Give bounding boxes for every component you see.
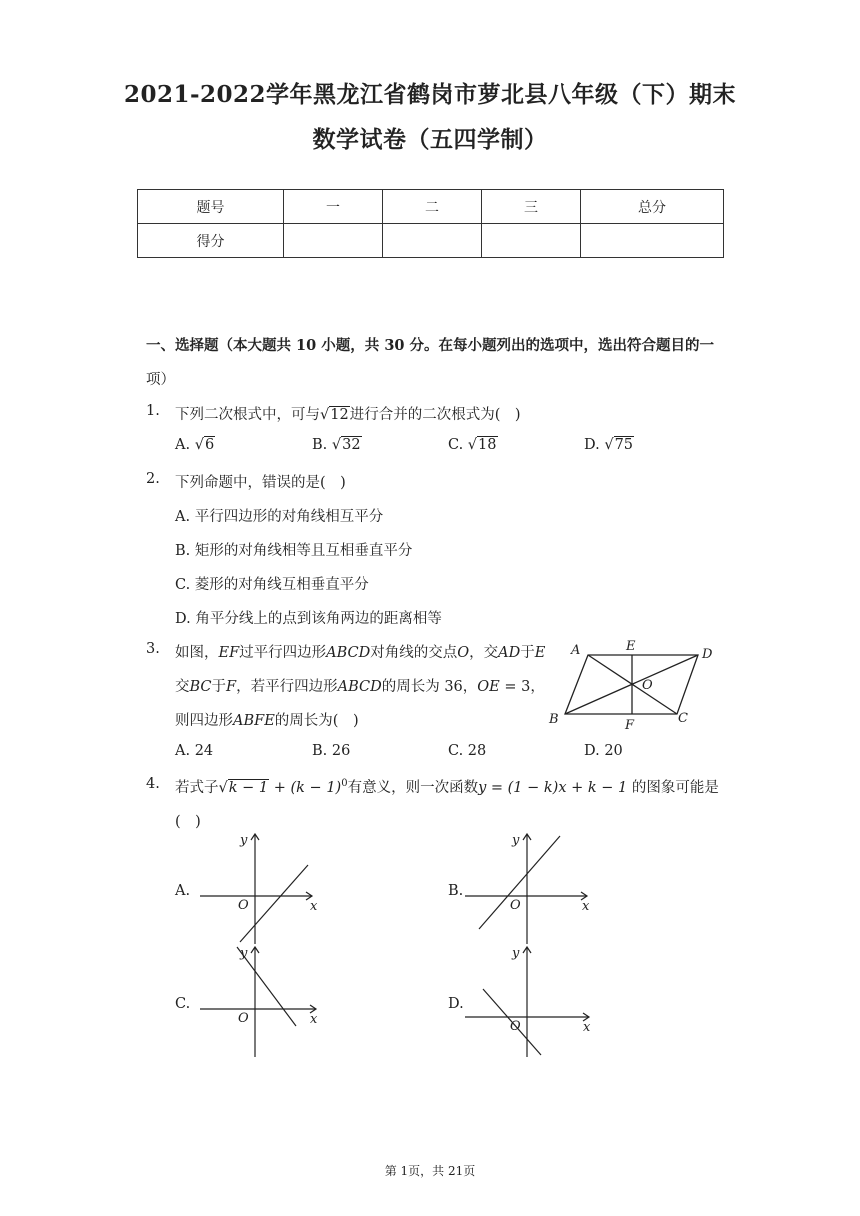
question-number: 4. xyxy=(146,776,160,792)
origin-label: O xyxy=(238,898,249,913)
origin-label: O xyxy=(510,1019,521,1034)
option-d[interactable]: D. 20 xyxy=(584,743,623,759)
graph-option-b xyxy=(465,832,595,944)
x-label: x xyxy=(582,899,590,914)
question-4-stem: 若式子$√k - 1 + (k - 1)^0$有意义，则一次函数y = (1 − k)x + k − 1 的图象可能是 xyxy=(175,778,719,796)
graph-option-c xyxy=(200,945,330,1057)
question-2-stem: 下列命题中，错误的是( ) xyxy=(175,475,346,491)
option-a[interactable]: A. xyxy=(175,883,191,899)
label-d: D xyxy=(702,647,713,662)
option-a[interactable]: A. 24 xyxy=(175,743,214,759)
y-label: y xyxy=(512,946,520,961)
option-c[interactable]: C. 菱形的对角线互相垂直平分 xyxy=(175,577,369,593)
x-label: x xyxy=(583,1020,591,1035)
question-3-line2: 交BC于F，若平行四边形ABCD的周长为 36，OE = 3， xyxy=(175,679,545,695)
question-number: 1. xyxy=(146,403,160,419)
option-a[interactable]: A. √6 xyxy=(175,437,215,453)
label-e: E xyxy=(626,639,636,654)
section-heading: 一、选择题（本大题共 10 小题，共 30 分。在每小题列出的选项中，选出符合题目的一 xyxy=(146,337,715,354)
option-d[interactable]: D. xyxy=(448,996,464,1012)
question-3-line1: 如图，EF过平行四边形ABCD对角线的交点O，交AD于E xyxy=(175,645,546,661)
question-number: 2. xyxy=(146,471,160,487)
score-table xyxy=(137,189,724,258)
score-header-cell: 总分 xyxy=(581,190,724,224)
score-cell xyxy=(581,224,724,258)
option-c[interactable]: C. 28 xyxy=(448,743,487,759)
question-3-line3: 则四边形ABFE的周长为( ) xyxy=(175,713,359,729)
score-table-header-row xyxy=(138,190,724,224)
page-title-line1: 2021-2022学年黑龙江省鹤岗市萝北县八年级（下）期末 xyxy=(123,81,737,108)
score-header-cell: 三 xyxy=(482,190,581,224)
page-footer: 第 1页，共 21页 xyxy=(384,1164,476,1178)
section-heading-cont: 项） xyxy=(146,372,175,388)
question-1-stem: 下列二次根式中，可与√12进行合并的二次根式为( ) xyxy=(175,407,521,423)
option-d[interactable]: D. √75 xyxy=(584,437,634,453)
label-b: B xyxy=(549,712,559,727)
score-header-cell: 题号 xyxy=(138,190,284,224)
option-c[interactable]: C. xyxy=(175,996,191,1012)
score-header-cell: 二 xyxy=(383,190,482,224)
score-cell xyxy=(482,224,581,258)
option-a[interactable]: A. 平行四边形的对角线相互平分 xyxy=(175,509,384,525)
stem-text: 下列二次根式中，可与 xyxy=(175,407,320,423)
y-label: y xyxy=(512,833,520,848)
option-b[interactable]: B. 26 xyxy=(312,743,351,759)
radicand: 12 xyxy=(330,407,349,423)
graph-option-d xyxy=(465,945,595,1057)
score-row-label: 得分 xyxy=(138,224,284,258)
label-c: C xyxy=(678,711,688,726)
option-b[interactable]: B. xyxy=(448,883,464,899)
parallelogram-figure xyxy=(545,637,725,733)
line-graph xyxy=(479,836,560,929)
graph-option-a xyxy=(200,832,330,944)
y-label: y xyxy=(240,946,248,961)
score-header-cell: 一 xyxy=(284,190,383,224)
stem-text: 进行合并的二次根式为( ) xyxy=(349,407,521,423)
question-4-paren: ( ) xyxy=(175,814,201,830)
origin-label: O xyxy=(510,898,521,913)
x-label: x xyxy=(310,1012,318,1027)
score-cell xyxy=(284,224,383,258)
question-number: 3. xyxy=(146,641,160,657)
score-table-score-row xyxy=(138,224,724,258)
option-d[interactable]: D. 角平分线上的点到该角两边的距离相等 xyxy=(175,611,442,627)
label-f: F xyxy=(625,718,635,733)
y-label: y xyxy=(240,833,248,848)
option-b[interactable]: B. √32 xyxy=(312,437,361,453)
option-c[interactable]: C. √18 xyxy=(448,437,497,453)
page-title-line2: 数学试卷（五四学制） xyxy=(312,126,548,153)
score-cell xyxy=(383,224,482,258)
line-graph xyxy=(240,865,308,942)
label-o: O xyxy=(642,678,653,693)
label-a: A xyxy=(571,643,581,658)
option-b[interactable]: B. 矩形的对角线相等且互相垂直平分 xyxy=(175,543,413,559)
origin-label: O xyxy=(238,1011,249,1026)
x-label: x xyxy=(310,899,318,914)
